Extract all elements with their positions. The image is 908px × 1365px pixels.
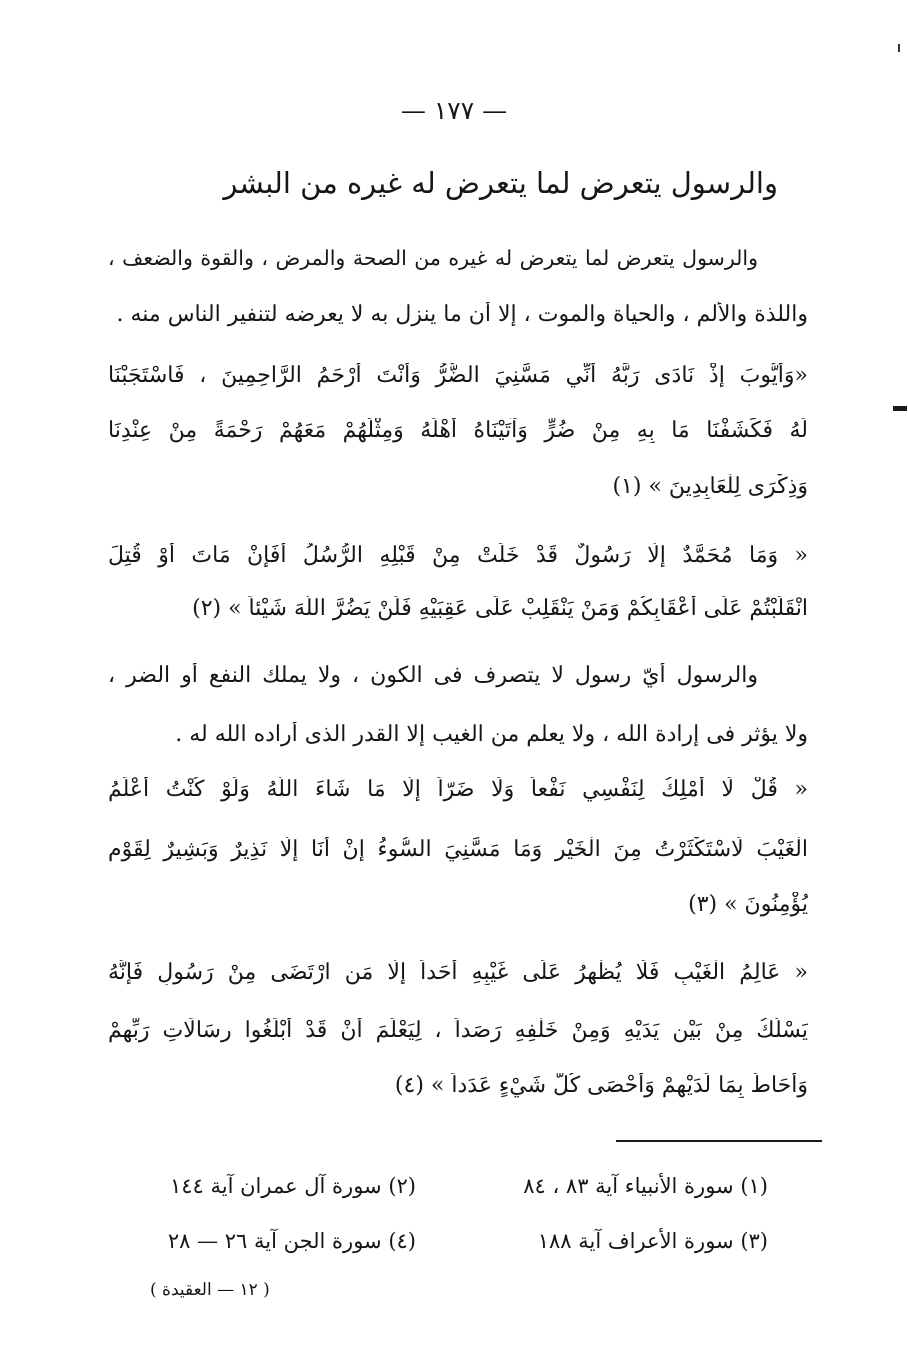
footnote-divider bbox=[616, 1140, 822, 1142]
paragraph-1-line-1: والرسول يتعرض لما يتعرض له غيره من الصحة والمرض ، والقوة والضعف ، bbox=[108, 246, 758, 270]
verse-2-line-1: « وَمَا مُحَمَّدٌ إِلَّا رَسُولٌ قَدْ خَلَتْ مِنْ قَبْلِهِ الرُّسُلُ أَفَإِنْ مَاتَ أَوْ قُتِلَ bbox=[108, 543, 808, 568]
verse-4-line-2: يَسْلُكُ مِنْ بَيْنِ يَدَيْهِ وَمِنْ خَلْفِهِ رَصَداً ، لِيَعْلَمَ أَنْ قَدْ أَبْلَغُوا رِسَالَاتِ رَبِّهِمْ bbox=[108, 1018, 808, 1043]
paragraph-2-line-1: والرسول أيّ رسول لا يتصرف فى الكون ، ولا يملك النفع أو الضر ، bbox=[108, 663, 758, 688]
verse-3-line-3: يُؤْمِنُونَ » (٣) bbox=[688, 892, 808, 917]
verse-4-line-1: « عَالِمُ الْغَيْبِ فَلَا يُظْهِرُ عَلَى غَيْبِهِ أَحَداً إِلَّا مَنِ ارْتَضَى مِنْ رَسُولٍ فَإِنَّهُ bbox=[108, 960, 808, 985]
verse-1-line-2: لَهُ فَكَشَفْنَا مَا بِهِ مِنْ ضُرٍّ وَآتَيْنَاهُ أَهْلَهُ وَمِثْلَهُمْ مَعَهُمْ رَحْمَةً مِنْ عِنْدِنَا bbox=[108, 418, 808, 443]
paragraph-2-line-2: ولا يؤثر فى إرادة الله ، ولا يعلم من الغيب إلا القدر الذى أراده الله له . bbox=[175, 722, 808, 747]
signature-mark: ( ١٢ — العقيدة ) bbox=[150, 1280, 270, 1300]
verse-3-line-2: الْغَيْبَ لَاسْتَكْثَرْتُ مِنَ الْخَيْرِ وَمَا مَسَّنِيَ السُّوءُ إِنْ أَنَا إِلَّا نَذِيرٌ وَبَشِيرٌ لِقَوْمٍ bbox=[108, 837, 808, 862]
footnote-2: (٢) سورة آل عمران آية ١٤٤ bbox=[169, 1174, 416, 1198]
footnote-3: (٣) سورة الأعراف آية ١٨٨ bbox=[537, 1229, 768, 1253]
page-number: — ١٧٧ — bbox=[400, 96, 508, 125]
verse-1-line-1: «وَأَيُّوبَ إِذْ نَادَى رَبَّهُ أَنِّي مَسَّنِيَ الضُّرُّ وَأَنْتَ أَرْحَمُ الرَّاحِمِينَ ، فَاسْتَجَبْنَا bbox=[108, 363, 808, 388]
verse-4-line-3: وَأَحَاطَ بِمَا لَدَيْهِمْ وَأَحْصَى كُلَّ شَيْءٍ عَدَداً » (٤) bbox=[394, 1073, 808, 1098]
scan-mark bbox=[898, 44, 900, 52]
margin-mark bbox=[893, 406, 907, 411]
footnote-1: (١) سورة الأنبياء آية ٨٣ ، ٨٤ bbox=[523, 1174, 768, 1198]
verse-1-line-3: وَذِكْرَى لِلْعَابِدِينَ » (١) bbox=[612, 474, 808, 499]
verse-2-line-2: انْقَلَبْتُمْ عَلَى أَعْقَابِكُمْ وَمَنْ يَنْقَلِبْ عَلَى عَقِبَيْهِ فَلَنْ يَضُرَّ اللَّهَ شَيْئاً » (٢) bbox=[192, 596, 808, 621]
section-heading: والرسول يتعرض لما يتعرض له غيره من البشر bbox=[223, 166, 778, 200]
verse-3-line-1: « قُلْ لَا أَمْلِكُ لِنَفْسِي نَفْعاً وَلَا ضَرّاً إِلَّا مَا شَاءَ اللَّهُ وَلَوْ كُنْتُ أَعْلَمُ bbox=[108, 777, 808, 802]
footnote-4: (٤) سورة الجن آية ٢٦ — ٢٨ bbox=[167, 1229, 416, 1253]
paragraph-1-line-2: واللذة والألم ، والحياة والموت ، إلا أن ما ينزل به لا يعرضه لتنفير الناس منه . bbox=[116, 302, 808, 327]
